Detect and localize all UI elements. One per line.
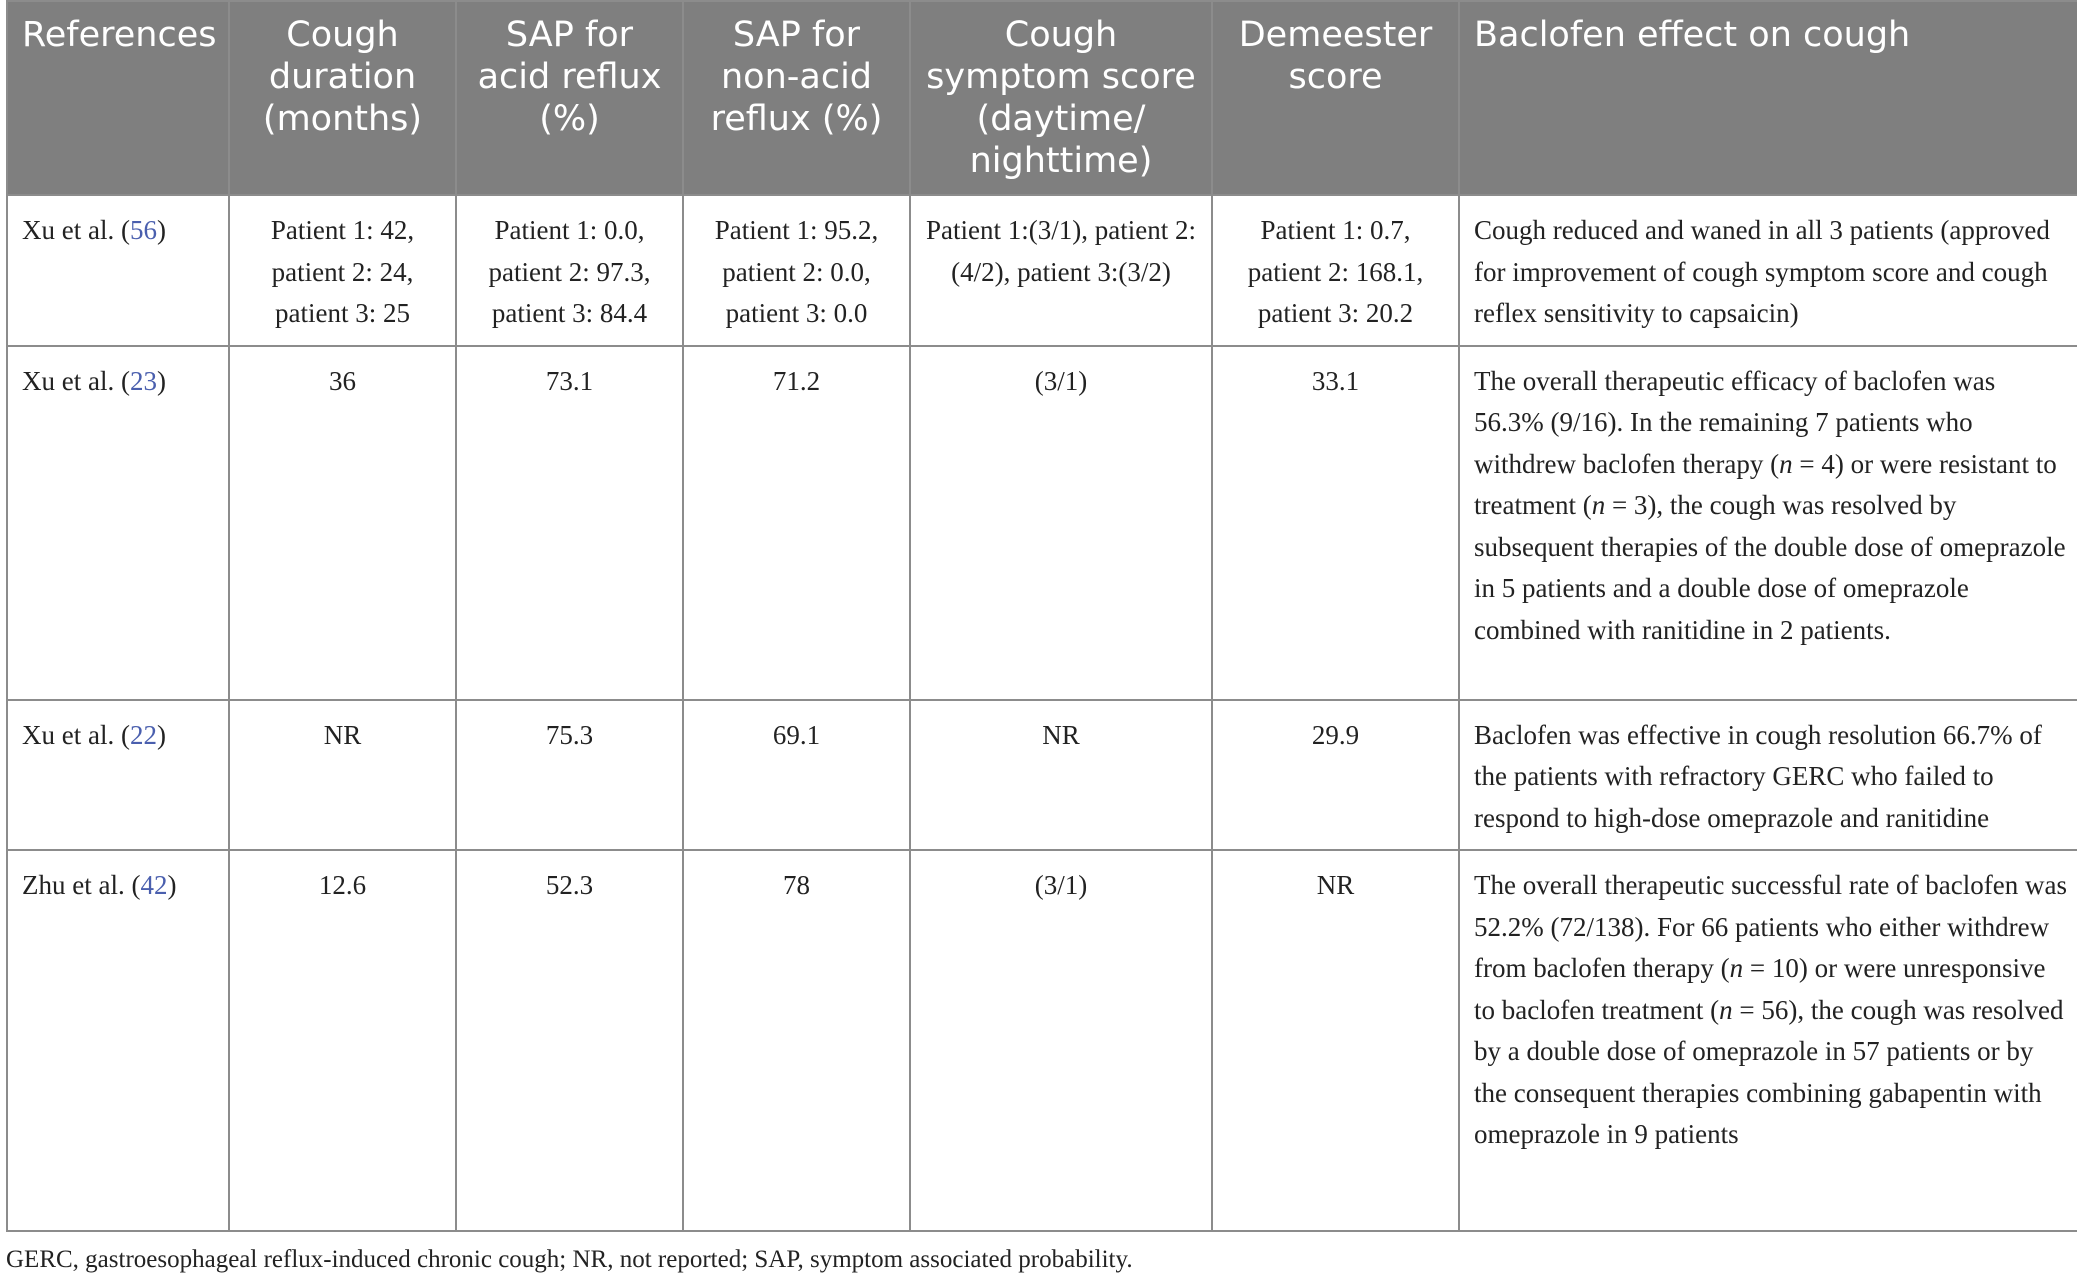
sap-nonacid-cell: Patient 1: 95.2, patient 2: 0.0, patient 3: 0.0 bbox=[683, 195, 910, 346]
sap-nonacid-cell: 69.1 bbox=[683, 700, 910, 851]
header-row bbox=[7, 1, 2077, 195]
sap-acid-cell: Patient 1: 0.0, patient 2: 97.3, patient 3: 84.4 bbox=[456, 195, 683, 346]
symptom-score-cell: (3/1) bbox=[910, 346, 1212, 700]
reference-link[interactable]: 23 bbox=[129, 365, 157, 396]
table-row bbox=[7, 346, 2077, 700]
effect-n-symbol: n bbox=[1729, 953, 1744, 983]
sap-nonacid-cell: 78 bbox=[683, 850, 910, 1231]
table-row bbox=[7, 195, 2077, 346]
effect-text: = 56), the cough was resolved by a double dose of omeprazole in 57 patients or by the consequent therapies combining gabapentin with omeprazole in 9 patients bbox=[1474, 994, 2064, 1149]
reference-cell bbox=[7, 195, 229, 346]
reference-cell bbox=[7, 346, 229, 700]
demeester-cell: NR bbox=[1212, 850, 1459, 1231]
header-demeester: Demeester score bbox=[1212, 1, 1459, 195]
sap-nonacid-cell: 71.2 bbox=[683, 346, 910, 700]
effect-n-symbol: n bbox=[1719, 994, 1733, 1025]
header-sap-nonacid: SAP for non-acid reflux (%) bbox=[683, 1, 910, 195]
reference-cell bbox=[7, 850, 229, 1231]
cough-duration-cell: 36 bbox=[229, 346, 456, 700]
effect-text: = 10) or were unresponsive to baclofen treatment ( bbox=[1474, 953, 2046, 1025]
reference-author: Xu et al. ( bbox=[22, 365, 130, 396]
reference-close: ) bbox=[167, 870, 177, 900]
baclofen-studies-table bbox=[6, 0, 2077, 1232]
symptom-score-cell: (3/1) bbox=[910, 850, 1212, 1231]
reference-cell bbox=[7, 700, 229, 851]
effect-text: = 4) or were resistant to treatment ( bbox=[1474, 448, 2057, 520]
reference-link[interactable]: 42 bbox=[140, 870, 168, 900]
reference-author: Xu et al. ( bbox=[22, 719, 130, 750]
effect-n-symbol: n bbox=[1779, 448, 1793, 479]
table-row bbox=[7, 850, 2077, 1231]
table-row bbox=[7, 700, 2077, 851]
reference-close: ) bbox=[156, 719, 166, 750]
reference-link[interactable]: 22 bbox=[129, 719, 157, 750]
demeester-cell: Patient 1: 0.7, patient 2: 168.1, patient 3: 20.2 bbox=[1212, 195, 1459, 346]
header-cough-duration: Cough duration (months) bbox=[229, 1, 456, 195]
demeester-cell: 33.1 bbox=[1212, 346, 1459, 700]
symptom-score-cell: NR bbox=[910, 700, 1212, 851]
reference-close: ) bbox=[156, 365, 166, 396]
sap-acid-cell: 73.1 bbox=[456, 346, 683, 700]
effect-text: The overall therapeutic efficacy of baclofen was 56.3% (9/16). In the remaining 7 patients who withdrew baclofen therapy ( bbox=[1474, 365, 1996, 479]
baclofen-effect-cell: Cough reduced and waned in all 3 patients (approved for improvement of cough symptom score and cough reflex sensitivity to capsaicin) bbox=[1459, 195, 2077, 346]
reference-author: Xu et al. ( bbox=[22, 215, 130, 245]
symptom-score-cell: Patient 1:(3/1), patient 2:(4/2), patient 3:(3/2) bbox=[910, 195, 1212, 346]
reference-author: Zhu et al. ( bbox=[22, 870, 141, 900]
page bbox=[6, 0, 2077, 1274]
header-sap-acid: SAP for acid reflux (%) bbox=[456, 1, 683, 195]
effect-text: The overall therapeutic successful rate of baclofen was 52.2% (72/138). For 66 patients who either withdrew from baclofen therapy ( bbox=[1474, 870, 2067, 983]
reference-link[interactable]: 56 bbox=[129, 215, 157, 245]
reference-close: ) bbox=[156, 215, 166, 245]
demeester-cell: 29.9 bbox=[1212, 700, 1459, 851]
table-footnote: GERC, gastroesophageal reflux-induced chronic cough; NR, not reported; SAP, symptom associated probability. bbox=[6, 1246, 1133, 1273]
effect-n-symbol: n bbox=[1591, 490, 1606, 520]
header-references: References bbox=[7, 1, 229, 195]
sap-acid-cell: 52.3 bbox=[456, 850, 683, 1231]
baclofen-effect-cell: Baclofen was effective in cough resolution 66.7% of the patients with refractory GERC who failed to respond to high-dose omeprazole and ranitidine bbox=[1459, 700, 2077, 851]
cough-duration-cell: 12.6 bbox=[229, 850, 456, 1231]
effect-text: = 3), the cough was resolved by subsequent therapies of the double dose of omeprazole in 5 patients and a double dose of omeprazole combined with ranitidine in 2 patients. bbox=[1474, 490, 2066, 645]
baclofen-effect-cell bbox=[1459, 850, 2077, 1231]
cough-duration-cell: Patient 1: 42, patient 2: 24, patient 3: 25 bbox=[229, 195, 456, 346]
baclofen-effect-cell bbox=[1459, 346, 2077, 700]
header-symptom-score: Cough symptom score (daytime/ nighttime) bbox=[910, 1, 1212, 195]
cough-duration-cell: NR bbox=[229, 700, 456, 851]
header-baclofen-effect: Baclofen effect on cough bbox=[1459, 1, 2077, 195]
sap-acid-cell: 75.3 bbox=[456, 700, 683, 851]
